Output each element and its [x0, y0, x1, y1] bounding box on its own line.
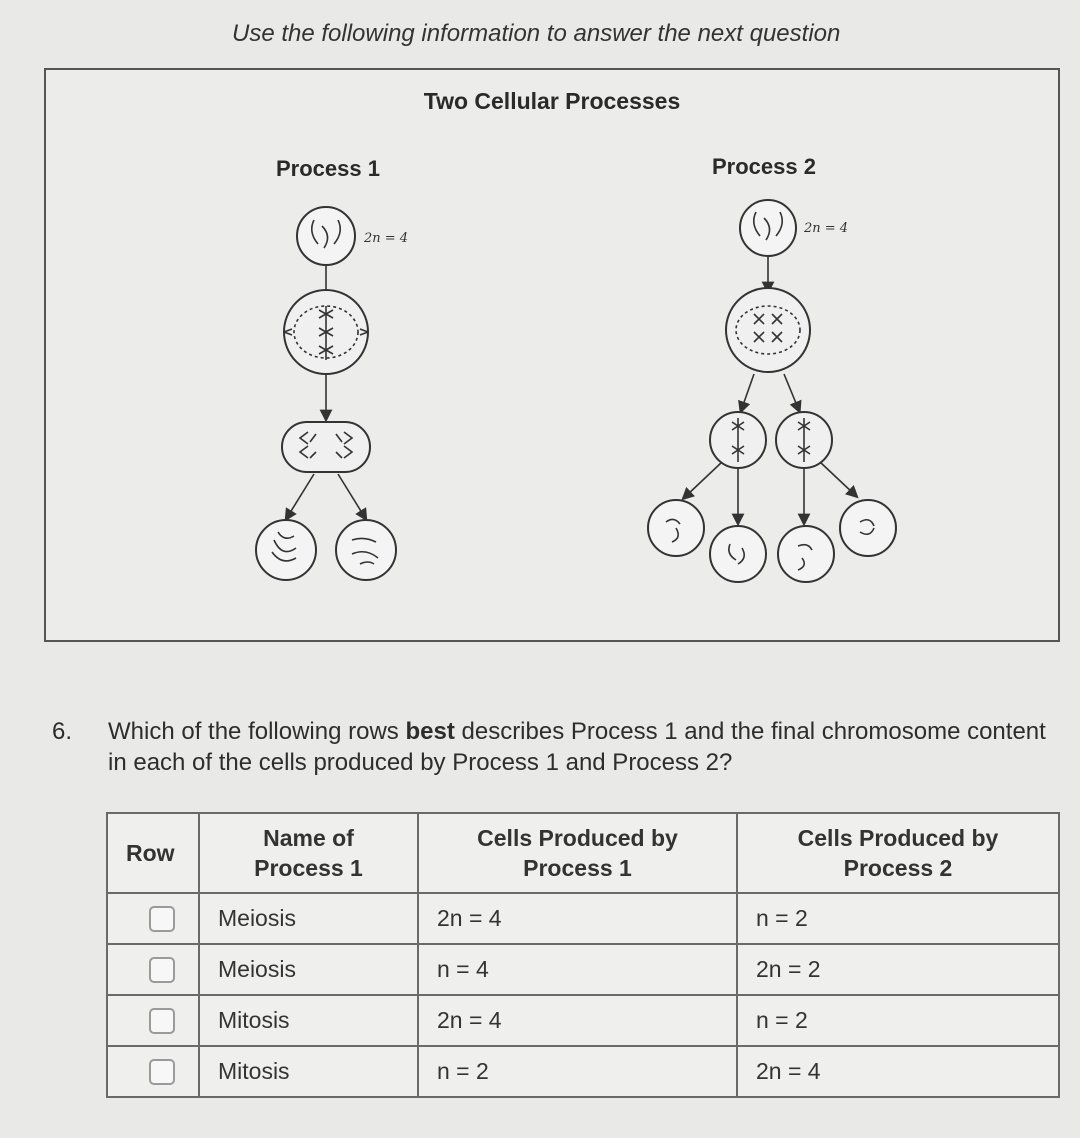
row-p1-cell: n = 2 [418, 1046, 737, 1097]
row-p2-cell: n = 2 [737, 995, 1059, 1046]
row-p1-cell: 2n = 4 [418, 995, 737, 1046]
answer-table-header [107, 813, 1059, 893]
process-1-daughter-cell-1 [256, 520, 316, 580]
answer-checkbox-1[interactable] [107, 893, 199, 944]
process-1-parent-cell [297, 207, 355, 265]
header-row: Row [107, 813, 199, 893]
process-1-anaphase-cell [282, 422, 370, 472]
row-name-cell: Meiosis [199, 944, 418, 995]
answer-row-3[interactable] [107, 995, 1059, 1046]
header-cells-process-2 [737, 813, 1059, 893]
row-name-cell: Mitosis [199, 995, 418, 1046]
answer-checkbox-2[interactable] [107, 944, 199, 995]
checkbox-icon[interactable] [149, 1059, 175, 1085]
header-p2-line2: Process 2 [843, 855, 953, 881]
answer-row-1[interactable] [107, 893, 1059, 944]
header-cells-process-1 [418, 813, 737, 893]
process-2-ploidy-label: 2n = 4 [804, 221, 849, 236]
process-2-meiosis-ii-cell-2 [776, 412, 832, 468]
process-2-gamete-1 [648, 500, 704, 556]
cell-division-diagram [46, 70, 1058, 645]
figure-box [44, 68, 1060, 642]
process-2-parent-cell [740, 200, 796, 256]
answer-row-2[interactable] [107, 944, 1059, 995]
intro-text: Use the following information to answer the next question [232, 20, 841, 47]
answer-checkbox-4[interactable] [107, 1046, 199, 1097]
checkbox-icon[interactable] [149, 957, 175, 983]
answer-row-4[interactable] [107, 1046, 1059, 1097]
diagram-svg [46, 70, 1058, 640]
question-text-before: Which of the following rows [108, 718, 406, 745]
answer-table [106, 812, 1060, 1098]
row-p1-cell: 2n = 4 [418, 893, 737, 944]
process-2-label: Process 2 [712, 154, 816, 179]
process-2-gamete-4 [840, 500, 896, 556]
process-2-gamete-2 [710, 526, 766, 582]
process-2-metaphase-cell [726, 288, 810, 372]
row-p2-cell: 2n = 4 [737, 1046, 1059, 1097]
checkbox-icon[interactable] [149, 1008, 175, 1034]
process-1-daughter-cell-2 [336, 520, 396, 580]
row-name-cell: Meiosis [199, 893, 418, 944]
figure-title: Two Cellular Processes [423, 88, 681, 114]
header-name-line2: Process 1 [254, 855, 363, 881]
row-p2-cell: n = 2 [737, 893, 1059, 944]
question-emphasis: best [405, 718, 455, 745]
process-1-label: Process 1 [276, 156, 380, 181]
header-p2-line1: Cells Produced by [797, 825, 999, 851]
row-p1-cell: n = 4 [418, 944, 737, 995]
row-p2-cell: 2n = 2 [737, 944, 1059, 995]
header-name-of-process-1 [199, 813, 418, 893]
checkbox-icon[interactable] [149, 906, 175, 932]
process-2-gamete-3 [778, 526, 834, 582]
answer-checkbox-3[interactable] [107, 995, 199, 1046]
header-p1-line2: Process 1 [523, 855, 632, 881]
process-1-metaphase-cell [284, 290, 368, 374]
header-p1-line1: Cells Produced by [477, 825, 678, 851]
row-name-cell: Mitosis [199, 1046, 418, 1097]
question-text [108, 716, 1048, 778]
question-number: 6. [52, 718, 73, 745]
process-1-ploidy-label: 2n = 4 [364, 231, 409, 246]
question-text-after: describes Process 1 and the final chromosome content in each of the cells produced by Process 1 and Process 2? [108, 718, 1046, 776]
header-name-line1: Name of [263, 825, 354, 851]
process-2-meiosis-ii-cell-1 [710, 412, 766, 468]
